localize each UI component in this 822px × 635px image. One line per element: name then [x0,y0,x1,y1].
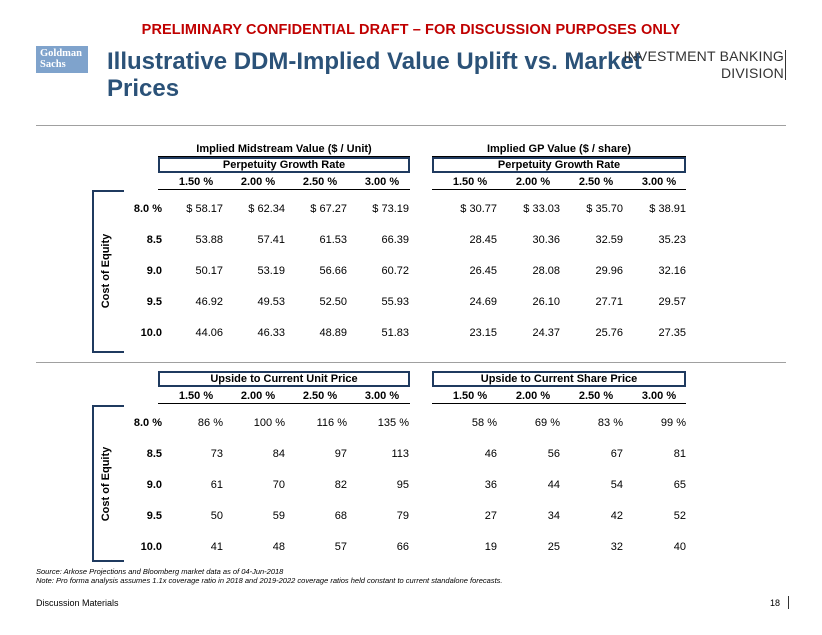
top-left-cell: $ 62.34 [248,203,285,215]
bottom-left-cell: 116 % [316,417,347,429]
bottom-left-cell: 66 [396,541,409,553]
bottom-right-cell: 83 % [597,417,623,429]
bottom-left-cell: 68 [334,510,347,522]
top-left-cell: 51.83 [381,327,409,339]
page-title: Illustrative DDM-Implied Value Uplift vs. Market Prices [107,48,642,102]
bottom-left-cell: 73 [210,448,223,460]
top-left-cell: 46.92 [195,296,223,308]
top-coe-row-label: 9.0 [146,265,162,277]
bottom-left-cell: 113 [391,448,409,460]
division-label [624,48,784,82]
bottom-coe-row-label: 8.5 [146,448,162,460]
top-right-cell: 29.96 [595,265,623,277]
bottom-right-cell: 34 [547,510,560,522]
top-left-col-header: 3.00 % [364,176,400,188]
top-left-cell: 57.41 [257,234,285,246]
bottom-coe-axis-label: Cost of Equity [100,446,112,522]
bottom-right-col-header: 2.50 % [578,390,614,402]
bottom-left-col-header: 2.50 % [302,390,338,402]
top-left-col-header: 2.50 % [302,176,338,188]
top-right-cell: 26.10 [532,296,560,308]
top-right-cell: 25.76 [595,327,623,339]
top-right-col-header: 2.00 % [515,176,551,188]
top-left-cell: 46.33 [257,327,285,339]
top-left-cell: 56.66 [319,265,347,277]
top-right-cell: $ 30.77 [460,203,497,215]
bottom-coe-row-label: 9.5 [146,510,162,522]
top-left-cell: 52.50 [319,296,347,308]
source-text: Source: Arkose Projections and Bloomberg market data as of 04-Jun-2018 [36,567,284,576]
top-right-cell: 24.37 [532,327,560,339]
logo-line-2: Sachs [40,59,66,70]
section-divider [36,362,786,363]
bottom-left-cell: 59 [272,510,285,522]
top-right-cell: 24.69 [469,296,497,308]
top-right-col-header: 1.50 % [452,176,488,188]
top-right-cell: 32.59 [595,234,623,246]
bottom-right-cell: 69 % [534,417,560,429]
bottom-left-col-header: 1.50 % [178,390,214,402]
bottom-coe-row-label: 10.0 [140,541,162,553]
bottom-right-cell: 99 % [660,417,686,429]
bottom-right-col-header: 1.50 % [452,390,488,402]
top-right-cell: $ 38.91 [649,203,686,215]
bottom-left-section-title: Upside to Current Unit Price [210,373,358,385]
bottom-left-cell: 79 [396,510,409,522]
bottom-right-cell: 36 [484,479,497,491]
top-right-col-header: 3.00 % [641,176,677,188]
footer-label: Discussion Materials [36,598,119,608]
top-right-growth-box [432,157,686,173]
top-right-cell: 27.71 [595,296,623,308]
bottom-left-cell: 61 [210,479,223,491]
bottom-left-header-rule [158,403,410,404]
bottom-left-title-box [158,371,410,387]
bottom-right-cell: 46 [484,448,497,460]
bottom-right-cell: 81 [673,448,686,460]
bottom-left-cell: 84 [272,448,285,460]
title-divider [36,125,786,126]
bottom-right-section-title: Upside to Current Share Price [480,373,638,385]
top-left-cell: 53.88 [195,234,223,246]
goldman-sachs-logo [36,46,88,73]
confidential-banner: PRELIMINARY CONFIDENTIAL DRAFT – FOR DISCUSSION PURPOSES ONLY [141,22,681,38]
top-coe-row-label: 8.5 [146,234,162,246]
division-line-2: DIVISION [720,65,784,81]
bottom-left-cell: 86 % [197,417,223,429]
bottom-right-col-header: 2.00 % [515,390,551,402]
bottom-left-cell: 97 [334,448,347,460]
top-left-cell: $ 73.19 [372,203,409,215]
bottom-right-cell: 32 [610,541,623,553]
top-right-cell: 32.16 [658,265,686,277]
bottom-right-cell: 40 [673,541,686,553]
bottom-left-cell: 82 [334,479,347,491]
bottom-left-cell: 100 % [253,417,285,429]
top-coe-row-label: 10.0 [140,327,162,339]
bottom-left-cell: 57 [334,541,347,553]
top-right-col-header: 2.50 % [578,176,614,188]
bottom-left-cell: 50 [210,510,223,522]
bottom-right-header-rule [432,403,686,404]
top-left-cell: 48.89 [319,327,347,339]
top-left-cell: 53.19 [257,265,285,277]
note-text: Note: Pro forma analysis assumes 1.1x coverage ratio in 2018 and 2019-2022 coverage ratios held constant to current standalone forecasts. [36,576,503,585]
top-right-cell: 28.45 [469,234,497,246]
top-left-growth-label: Perpetuity Growth Rate [222,159,346,171]
bottom-right-cell: 42 [610,510,623,522]
bottom-left-cell: 135 % [377,417,409,429]
bottom-right-title-box [432,371,686,387]
top-left-growth-box [158,157,410,173]
top-right-cell: 23.15 [469,327,497,339]
top-left-cell: 61.53 [319,234,347,246]
top-right-cell: 27.35 [658,327,686,339]
top-right-cell: 26.45 [469,265,497,277]
page-number-divider [788,596,789,609]
top-coe-row-label: 9.5 [146,296,162,308]
bottom-right-cell: 44 [547,479,560,491]
page-number: 18 [770,598,781,608]
bottom-left-cell: 70 [272,479,285,491]
bottom-right-cell: 27 [484,510,497,522]
division-divider [785,50,786,80]
top-right-section-title: Implied GP Value ($ / share) [432,143,686,157]
bottom-left-cell: 48 [272,541,285,553]
division-line-1: INVESTMENT BANKING [623,48,784,64]
top-coe-axis-label: Cost of Equity [100,233,112,309]
top-right-header-rule [432,189,686,190]
top-left-cell: 66.39 [381,234,409,246]
top-right-cell: 28.08 [532,265,560,277]
top-right-cell: 35.23 [658,234,686,246]
bottom-coe-row-label: 8.0 % [133,417,162,429]
bottom-right-cell: 56 [547,448,560,460]
top-left-col-header: 1.50 % [178,176,214,188]
top-left-cell: 49.53 [257,296,285,308]
top-left-section-title: Implied Midstream Value ($ / Unit) [158,143,410,157]
top-left-cell: 50.17 [195,265,223,277]
top-coe-row-label: 8.0 % [133,203,162,215]
top-left-cell: $ 67.27 [310,203,347,215]
bottom-left-cell: 41 [210,541,223,553]
bottom-right-cell: 67 [610,448,623,460]
top-right-cell: $ 33.03 [523,203,560,215]
bottom-coe-row-label: 9.0 [146,479,162,491]
bottom-left-cell: 95 [396,479,409,491]
bottom-right-cell: 52 [673,510,686,522]
bottom-right-cell: 19 [484,541,497,553]
bottom-right-cell: 65 [673,479,686,491]
bottom-right-cell: 25 [547,541,560,553]
top-left-cell: $ 58.17 [186,203,223,215]
top-left-cell: 60.72 [381,265,409,277]
top-right-cell: 29.57 [658,296,686,308]
bottom-left-col-header: 3.00 % [364,390,400,402]
top-left-col-header: 2.00 % [240,176,276,188]
source-notes [36,567,503,585]
logo-line-1: Goldman [40,48,83,59]
top-left-cell: 55.93 [381,296,409,308]
top-right-growth-label: Perpetuity Growth Rate [497,159,621,171]
bottom-right-cell: 58 % [471,417,497,429]
top-left-cell: 44.06 [195,327,223,339]
bottom-left-col-header: 2.00 % [240,390,276,402]
top-left-header-rule [158,189,410,190]
bottom-right-col-header: 3.00 % [641,390,677,402]
bottom-right-cell: 54 [610,479,623,491]
top-right-cell: 30.36 [532,234,560,246]
top-right-cell: $ 35.70 [586,203,623,215]
